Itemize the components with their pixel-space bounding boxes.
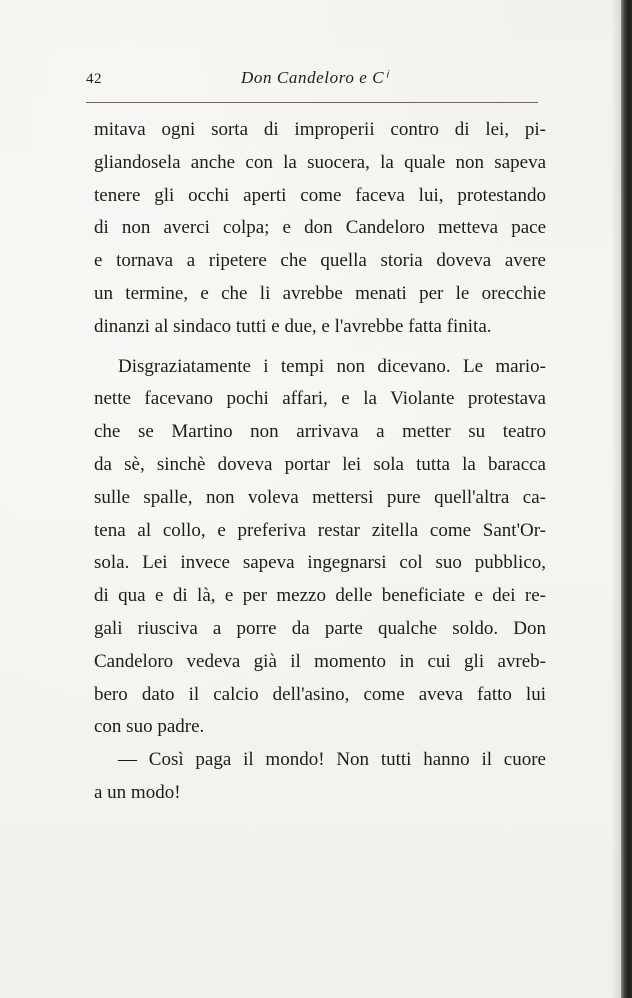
running-header — [86, 67, 540, 93]
text-line: gali riusciva a porre da parte qualche soldo. Don — [94, 617, 546, 639]
paragraph — [94, 744, 546, 810]
text-line: e tornava a ripetere che quella storia doveva avere — [94, 250, 546, 272]
text-line: di non averci colpa; e don Candeloro metteva pace — [94, 217, 546, 239]
text-line: nette facevano pochi affari, e la Violante protestava — [94, 388, 546, 410]
text-line: mitava ogni sorta di improperii contro di lei, pi- — [94, 119, 546, 140]
text-line: — Così paga il mondo! Non tutti hanno il cuore — [118, 749, 546, 771]
body-text — [94, 114, 546, 810]
text-line: a un modo! — [94, 781, 181, 803]
text-line: sulle spalle, non voleva mettersi pure quell'altra ca- — [94, 486, 546, 508]
text-line: di qua e di là, e per mezzo delle beneficiate e dei re- — [94, 585, 546, 607]
page-edge-shadow — [611, 0, 621, 998]
text-line: sola. Lei invece sapeva ingegnarsi col suo pubblico, — [94, 552, 546, 574]
paragraph — [94, 351, 546, 745]
text-line: un termine, e che li avrebbe menati per le orecchie — [94, 282, 546, 304]
book-spine-edge — [621, 0, 632, 998]
text-line: con suo padre. — [94, 716, 205, 738]
text-line: tena al collo, e preferiva restar zitella come Sant'Or- — [94, 519, 546, 541]
text-line: da sè, sinchè doveva portar lei sola tutta la baracca — [94, 453, 546, 475]
text-line: Disgraziatamente i tempi non dicevano. Le mario- — [118, 355, 546, 377]
text-line: gliandosela anche con la suocera, la quale non sapeva — [94, 151, 546, 173]
text-line: che se Martino non arrivava a metter su teatro — [94, 421, 546, 443]
header-rule — [86, 102, 538, 103]
text-line: tenere gli occhi aperti come faceva lui, protestando — [94, 184, 546, 206]
text-line: bero dato il calcio dell'asino, come aveva fatto lui — [94, 683, 546, 705]
page-number: 42 — [86, 71, 102, 87]
paragraph — [94, 114, 546, 344]
text-line: dinanzi al sindaco tutti e due, e l'avrebbe fatta finita. — [94, 315, 492, 337]
running-title: Don Candeloro e Cⁱ — [241, 68, 388, 87]
text-line: Candeloro vedeva già il momento in cui gli avreb- — [94, 650, 546, 672]
